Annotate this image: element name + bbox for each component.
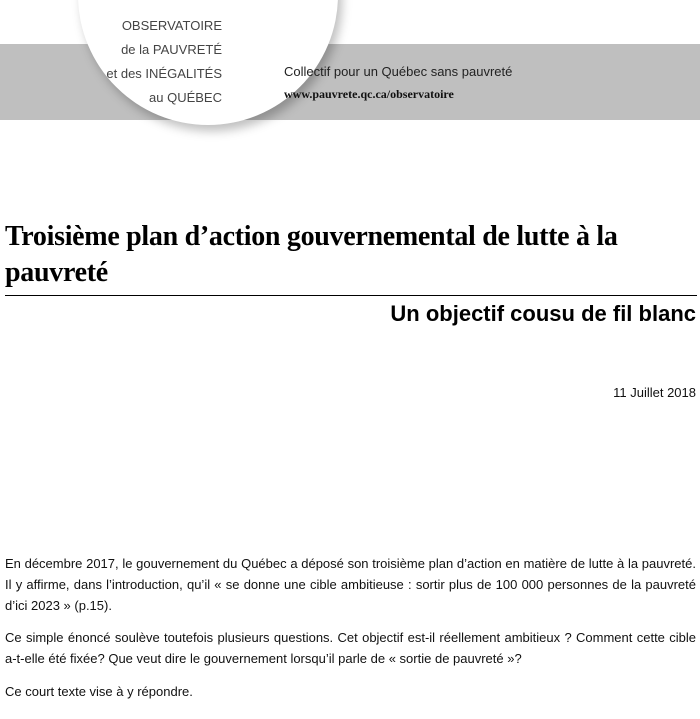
paragraph-1: En décembre 2017, le gouvernement du Québec a déposé son troisième plan d’action en matière de lutte à la pauvreté. Il y affirme, dans l’introduction, qu’il « se donne une cible ambitieuse : sortir plus de 100 000 personnes de la pauvreté d’ici 2023 » (p.15). [5, 556, 696, 613]
document-subtitle: Un objectif cousu de fil blanc [390, 301, 696, 326]
publication-date: 11 Juillet 2018 [613, 385, 696, 400]
logo-line-1: OBSERVATOIRE [121, 18, 222, 33]
title-divider [5, 295, 697, 296]
logo-line-2: de la PAUVRETÉ [121, 42, 222, 57]
observatoire-logo [106, 14, 222, 110]
paragraph-2: Ce simple énoncé soulève toutefois plusieurs questions. Cet objectif est-il réellement ambitieux ? Comment cette cible a-t-elle été fixée? Que veut dire le gouvernement lorsqu’il parle de « sortie de pauvreté »? [5, 630, 696, 666]
organization-url[interactable]: www.pauvrete.qc.ca/observatoire [284, 87, 454, 101]
organization-name: Collectif pour un Québec sans pauvreté [284, 64, 513, 79]
logo-line-4: au QUÉBEC [149, 90, 222, 105]
paragraph-3: Ce court texte vise à y répondre. [5, 684, 193, 699]
logo-line-3: et des INÉGALITÉS [106, 66, 222, 81]
document-title: Troisième plan d’action gouvernemental de lutte à la pauvreté [5, 221, 618, 288]
